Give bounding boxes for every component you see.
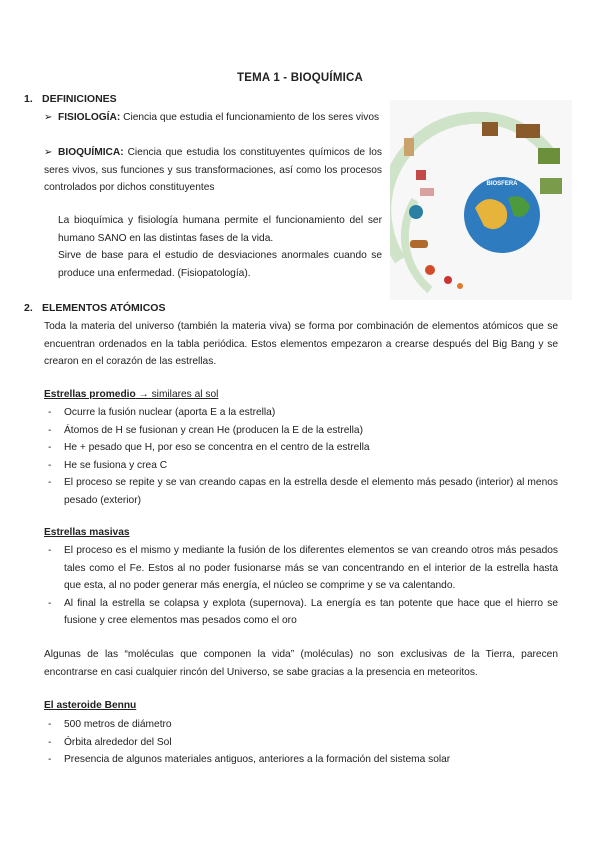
section-heading-definiciones: 1. DEFINICIONES <box>24 93 117 105</box>
elements-intro-paragraph: Toda la materia del universo (también la materia viva) se forma por combinación de elementos atómicos que se encuentran ordenados en la tabla periódica. Estos elementos empezaron a crearse después del Big Bang y se crearon en el corazón de las estrellas. <box>44 321 558 367</box>
list-item: - He + pesado que H, por eso se concentra en el centro de la estrella <box>44 439 558 457</box>
list-item: - Presencia de algunos materiales antiguos, anteriores a la formación del sistema solar <box>44 751 558 769</box>
definition-fisiologia: ➢ FISIOLOGÍA: Ciencia que estudia el funcionamiento de los seres vivos <box>44 109 382 127</box>
particle-icon <box>457 283 463 289</box>
molecules-paragraph: Algunas de las “moléculas que componen la vida” (moléculas) no son exclusivas de la Tierra, parecen encontrarse en casi cualquier rincón del Universo, se sabe gracias a la presencia en meteoritos. <box>44 649 558 678</box>
tissue-icon <box>420 188 434 196</box>
organization-levels-illustration <box>390 100 572 300</box>
list-item: - Órbita alrededor del Sol <box>44 734 558 752</box>
bennu-list <box>44 716 558 769</box>
arrow-bullet-icon: ➢ <box>44 147 53 158</box>
community-icon <box>538 148 560 164</box>
organization-levels-figure <box>390 100 572 300</box>
section-heading-elementos: 2. ELEMENTOS ATÓMICOS <box>24 302 166 314</box>
definition-bioquimica: ➢ BIOQUÍMICA: Ciencia que estudia los constituyentes químicos de los seres vivos, sus funciones y sus transformaciones, así como los procesos controlados por dichos constituyentes <box>44 144 382 197</box>
list-item: - 500 metros de diámetro <box>44 716 558 734</box>
list-item: - Ocurre la fusión nuclear (aporta E a la estrella) <box>44 404 558 422</box>
population-icon <box>516 124 540 138</box>
organ-icon <box>416 170 426 180</box>
list-item: - He se fusiona y crea C <box>44 457 558 475</box>
atom-icon <box>444 276 452 284</box>
stars-average-list <box>44 404 558 509</box>
organ-system-icon <box>404 138 414 156</box>
stars-massive-heading: Estrellas masivas <box>44 527 130 538</box>
ecosystem-icon <box>540 178 562 194</box>
cell-icon <box>409 205 423 219</box>
arrow-bullet-icon: ➢ <box>44 112 53 123</box>
biosfera-label: BIOSFERA <box>486 181 518 187</box>
list-item: - Al final la estrella se colapsa y explota (supernova). La energía es tan potente que hace que el hierro se fusione y cree elementos mas pesados como el oro <box>44 595 558 630</box>
bennu-heading: El asteroide Bennu <box>44 700 137 711</box>
molecule-icon <box>425 265 435 275</box>
page-title: TEMA 1 - BIOQUÍMICA <box>236 72 364 84</box>
intro-paragraph: La bioquímica y fisiología humana permite el funcionamiento del ser humano SANO en las distintas fases de la vida. Sirve de base para el estudio de desviaciones anormales cuando se produce una enfermedad. (Fisiopatología). <box>58 215 382 279</box>
stars-massive-list <box>44 542 558 630</box>
stars-average-heading: Estrellas promedio → similares al sol <box>44 389 219 400</box>
list-item: - El proceso se repite y se van creando capas en la estrella desde el elemento más pesado (interior) al menos pesado (exterior) <box>44 474 558 509</box>
organism-icon <box>482 122 498 136</box>
list-item: - El proceso es el mismo y mediante la fusión de los diferentes elementos se van creando otros más pesados tales como el Fe. Estos al no poder fusionarse más se van concentrando en el interior de la estrella hasta que esta, al no poder generar más energía, el núcleo se comprime y se va calentando. <box>44 542 558 595</box>
list-item: - Átomos de H se fusionan y crean He (producen la E de la estrella) <box>44 422 558 440</box>
organelle-icon <box>410 240 428 248</box>
